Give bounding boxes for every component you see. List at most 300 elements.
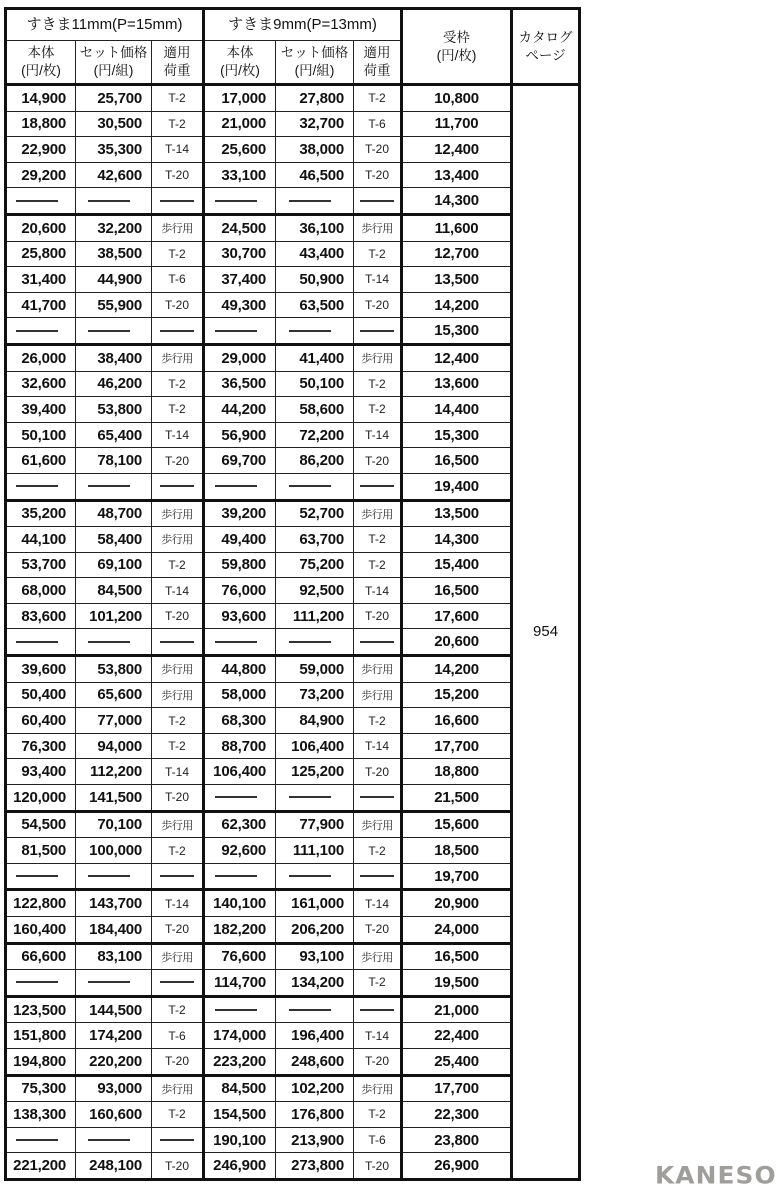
ukewaku-price-cell: 13,400 [402,162,512,188]
set-price-cell [276,863,354,890]
set-price-cell: 94,000 [76,733,152,759]
table-row [6,578,580,604]
body-price-cell [204,996,276,1023]
body-price-cell: 22,900 [6,137,76,163]
set-price-cell: 220,200 [76,1048,152,1075]
set-price-cell [276,318,354,345]
set-price-cell: 46,500 [276,162,354,188]
load-rating-cell: T-20 [354,162,402,188]
body-price-cell: 221,200 [6,1153,76,1180]
load-rating-cell: T-20 [152,448,204,474]
set-price-cell: 70,100 [76,811,152,838]
body-price-cell: 120,000 [6,785,76,812]
table-row [6,1023,580,1049]
ukewaku-price-cell: 23,800 [402,1127,512,1153]
body-price-cell: 59,800 [204,552,276,578]
table-row [6,838,580,864]
set-price-cell: 53,800 [76,656,152,683]
body-price-cell: 32,600 [6,371,76,397]
body-price-cell: 190,100 [204,1127,276,1153]
set-price-cell: 41,400 [276,344,354,371]
set-price-cell: 248,600 [276,1048,354,1075]
table-row [6,162,580,188]
set-price-cell [76,1127,152,1153]
header-gap9-title: すきま9mm(P=13mm) [204,9,402,41]
no-value-dash [160,330,194,332]
table-row [6,759,580,785]
table-row [6,473,580,500]
load-rating-cell: T-2 [152,996,204,1023]
set-price-cell: 69,100 [76,552,152,578]
set-price-cell: 144,500 [76,996,152,1023]
header-catalog-line1: カタログ [518,29,573,45]
body-price-cell: 76,000 [204,578,276,604]
no-value-dash [289,330,331,332]
load-rating-cell [354,996,402,1023]
load-rating-cell: T-2 [152,85,204,112]
ukewaku-price-cell: 15,400 [402,552,512,578]
no-value-dash [360,330,394,332]
ukewaku-price-cell: 16,500 [402,448,512,474]
load-rating-cell: T-14 [354,267,402,293]
load-rating-cell: T-2 [152,111,204,137]
ukewaku-price-cell: 20,600 [402,629,512,656]
body-price-cell: 35,200 [6,500,76,527]
body-price-cell: 56,900 [204,422,276,448]
table-row [6,1075,580,1102]
set-price-cell: 46,200 [76,371,152,397]
table-row [6,682,580,708]
body-price-cell: 17,000 [204,85,276,112]
body-price-cell: 88,700 [204,733,276,759]
table-row [6,863,580,890]
no-value-dash [360,200,394,202]
load-rating-cell: 歩行用 [152,811,204,838]
load-rating-cell: T-20 [354,603,402,629]
set-price-cell: 50,900 [276,267,354,293]
no-value-dash [289,485,331,487]
body-price-cell: 106,400 [204,759,276,785]
load-rating-cell [152,473,204,500]
load-rating-cell: 歩行用 [152,214,204,241]
set-price-cell: 36,100 [276,214,354,241]
load-rating-cell: T-6 [152,1023,204,1049]
load-rating-cell: T-2 [152,708,204,734]
set-price-cell: 86,200 [276,448,354,474]
no-value-dash [289,875,331,877]
table-row [6,344,580,371]
no-value-dash [289,1009,331,1011]
no-value-dash [88,1139,130,1141]
load-rating-cell: T-14 [354,1023,402,1049]
set-price-cell: 35,300 [76,137,152,163]
body-price-cell: 49,300 [204,292,276,318]
table-row [6,733,580,759]
body-price-cell: 31,400 [6,267,76,293]
body-price-cell: 76,300 [6,733,76,759]
table-row [6,890,580,917]
load-rating-cell: 歩行用 [152,344,204,371]
set-price-cell: 161,000 [276,890,354,917]
ukewaku-price-cell: 21,000 [402,996,512,1023]
load-rating-cell: T-14 [354,578,402,604]
body-price-cell: 21,000 [204,111,276,137]
set-price-cell: 100,000 [76,838,152,864]
body-price-cell [6,629,76,656]
body-price-cell: 160,400 [6,917,76,944]
body-price-cell: 194,800 [6,1048,76,1075]
body-price-cell: 93,400 [6,759,76,785]
no-value-dash [289,796,331,798]
table-row [6,137,580,163]
load-rating-cell: 歩行用 [152,682,204,708]
load-rating-cell [152,188,204,215]
body-price-cell: 24,500 [204,214,276,241]
catalog-page-cell: 954 [512,85,580,1180]
no-value-dash [289,200,331,202]
load-rating-cell [152,629,204,656]
table-row [6,422,580,448]
body-price-cell: 69,700 [204,448,276,474]
set-price-cell [76,629,152,656]
table-row [6,500,580,527]
header-set-price-11: セット価格 (円/組) [76,41,152,85]
load-rating-cell: 歩行用 [354,344,402,371]
load-rating-cell: T-2 [152,371,204,397]
set-price-cell: 102,200 [276,1075,354,1102]
set-price-cell [76,318,152,345]
body-price-cell: 39,400 [6,397,76,423]
no-value-dash [16,1139,58,1141]
body-price-cell: 154,500 [204,1102,276,1128]
set-price-cell: 58,400 [76,527,152,553]
body-price-cell: 62,300 [204,811,276,838]
header-catalog-page [512,9,580,85]
set-price-cell [276,188,354,215]
set-price-cell: 273,800 [276,1153,354,1180]
load-rating-cell: 歩行用 [354,656,402,683]
body-price-cell: 138,300 [6,1102,76,1128]
load-rating-cell: T-20 [354,292,402,318]
load-rating-cell: 歩行用 [354,214,402,241]
load-rating-cell: T-2 [152,733,204,759]
load-rating-cell: T-2 [354,241,402,267]
no-value-dash [88,200,130,202]
body-price-cell [204,785,276,812]
set-price-cell: 44,900 [76,267,152,293]
no-value-dash [160,981,194,983]
table-row [6,811,580,838]
load-rating-cell: T-2 [354,397,402,423]
load-rating-cell [354,863,402,890]
ukewaku-price-cell: 19,700 [402,863,512,890]
body-price-cell [204,863,276,890]
table-row [6,214,580,241]
table-row [6,527,580,553]
set-price-cell: 55,900 [76,292,152,318]
load-rating-cell: T-20 [152,162,204,188]
set-price-cell [276,629,354,656]
body-price-cell: 44,800 [204,656,276,683]
set-price-cell: 63,700 [276,527,354,553]
set-price-cell: 30,500 [76,111,152,137]
set-price-cell: 134,200 [276,970,354,997]
load-rating-cell: T-14 [152,578,204,604]
no-value-dash [160,200,194,202]
set-price-cell: 196,400 [276,1023,354,1049]
body-price-cell [204,629,276,656]
body-price-cell: 66,600 [6,943,76,970]
load-rating-cell: 歩行用 [354,811,402,838]
load-rating-cell: T-20 [354,448,402,474]
load-rating-cell: T-2 [152,1102,204,1128]
table-row [6,448,580,474]
price-table [4,7,581,1181]
body-price-cell: 140,100 [204,890,276,917]
header-body-price-11: 本体 (円/枚) [6,41,76,85]
set-price-cell [276,996,354,1023]
set-price-cell [76,970,152,997]
ukewaku-price-cell: 15,200 [402,682,512,708]
body-price-cell: 223,200 [204,1048,276,1075]
set-price-cell: 206,200 [276,917,354,944]
set-price-cell [76,188,152,215]
ukewaku-price-cell: 11,600 [402,214,512,241]
ukewaku-price-cell: 11,700 [402,111,512,137]
ukewaku-price-cell: 13,500 [402,267,512,293]
no-value-dash [215,1009,257,1011]
load-rating-cell: T-2 [354,85,402,112]
table-row [6,1102,580,1128]
body-price-cell: 39,600 [6,656,76,683]
body-price-cell [6,188,76,215]
set-price-cell: 160,600 [76,1102,152,1128]
table-row [6,111,580,137]
no-value-dash [160,641,194,643]
set-price-cell: 27,800 [276,85,354,112]
load-rating-cell [354,318,402,345]
body-price-cell: 246,900 [204,1153,276,1180]
table-row [6,1127,580,1153]
load-rating-cell: T-2 [354,552,402,578]
load-rating-cell: T-20 [152,917,204,944]
set-price-cell: 38,500 [76,241,152,267]
header-ukewaku-line2: (円/枚) [436,47,477,63]
body-price-cell: 14,900 [6,85,76,112]
body-price-cell: 50,100 [6,422,76,448]
body-price-cell: 29,000 [204,344,276,371]
set-price-cell: 93,000 [76,1075,152,1102]
ukewaku-price-cell: 17,600 [402,603,512,629]
set-price-cell: 78,100 [76,448,152,474]
load-rating-cell: T-6 [354,111,402,137]
table-body [6,85,580,1180]
no-value-dash [360,796,394,798]
table-row [6,1153,580,1180]
ukewaku-price-cell: 15,600 [402,811,512,838]
body-price-cell: 60,400 [6,708,76,734]
ukewaku-price-cell: 17,700 [402,1075,512,1102]
table-row [6,292,580,318]
body-price-cell: 18,800 [6,111,76,137]
no-value-dash [360,641,394,643]
header-set-price-9: セット価格 (円/組) [276,41,354,85]
body-price-cell: 44,100 [6,527,76,553]
header-ukewaku-line1: 受枠 [443,29,471,45]
table-row [6,267,580,293]
table-row [6,656,580,683]
set-price-cell: 59,000 [276,656,354,683]
set-price-cell: 72,200 [276,422,354,448]
load-rating-cell: T-6 [152,267,204,293]
body-price-cell: 54,500 [6,811,76,838]
set-price-cell [276,785,354,812]
set-price-cell: 174,200 [76,1023,152,1049]
body-price-cell: 114,700 [204,970,276,997]
no-value-dash [360,875,394,877]
load-rating-cell: T-2 [354,527,402,553]
body-price-cell: 58,000 [204,682,276,708]
body-price-cell: 81,500 [6,838,76,864]
body-price-cell: 20,600 [6,214,76,241]
ukewaku-price-cell: 14,300 [402,188,512,215]
ukewaku-price-cell: 21,500 [402,785,512,812]
table-row [6,85,580,112]
load-rating-cell: 歩行用 [152,943,204,970]
body-price-cell: 33,100 [204,162,276,188]
body-price-cell: 49,400 [204,527,276,553]
load-rating-cell: T-14 [152,890,204,917]
body-price-cell: 30,700 [204,241,276,267]
ukewaku-price-cell: 19,400 [402,473,512,500]
body-price-cell: 37,400 [204,267,276,293]
ukewaku-price-cell: 16,500 [402,943,512,970]
load-rating-cell: T-14 [354,890,402,917]
header-body-price-9: 本体 (円/枚) [204,41,276,85]
load-rating-cell [152,970,204,997]
body-price-cell: 68,000 [6,578,76,604]
set-price-cell: 143,700 [76,890,152,917]
set-price-cell [76,863,152,890]
set-price-cell [76,473,152,500]
ukewaku-price-cell: 14,200 [402,292,512,318]
ukewaku-price-cell: 25,400 [402,1048,512,1075]
body-price-cell: 92,600 [204,838,276,864]
body-price-cell [204,318,276,345]
load-rating-cell: 歩行用 [152,500,204,527]
no-value-dash [16,981,58,983]
body-price-cell: 123,500 [6,996,76,1023]
load-rating-cell: T-20 [354,759,402,785]
set-price-cell [276,473,354,500]
body-price-cell [204,473,276,500]
header-catalog-line2: ページ [525,47,566,63]
set-price-cell: 32,700 [276,111,354,137]
load-rating-cell [354,473,402,500]
no-value-dash [160,1139,194,1141]
load-rating-cell: 歩行用 [354,682,402,708]
load-rating-cell: T-2 [354,708,402,734]
load-rating-cell: T-6 [354,1127,402,1153]
set-price-cell: 176,800 [276,1102,354,1128]
set-price-cell: 63,500 [276,292,354,318]
body-price-cell: 25,600 [204,137,276,163]
load-rating-cell: T-14 [152,759,204,785]
no-value-dash [88,641,130,643]
no-value-dash [360,485,394,487]
load-rating-cell: T-20 [354,137,402,163]
ukewaku-price-cell: 15,300 [402,422,512,448]
set-price-cell: 58,600 [276,397,354,423]
body-price-cell: 122,800 [6,890,76,917]
load-rating-cell: T-20 [152,1153,204,1180]
load-rating-cell [152,318,204,345]
load-rating-cell: T-20 [354,1153,402,1180]
ukewaku-price-cell: 20,900 [402,890,512,917]
ukewaku-price-cell: 14,400 [402,397,512,423]
set-price-cell: 52,700 [276,500,354,527]
set-price-cell: 101,200 [76,603,152,629]
no-value-dash [88,875,130,877]
set-price-cell: 73,200 [276,682,354,708]
set-price-cell: 248,100 [76,1153,152,1180]
load-rating-cell: T-2 [152,838,204,864]
no-value-dash [16,875,58,877]
no-value-dash [16,200,58,202]
ukewaku-price-cell: 18,800 [402,759,512,785]
body-price-cell: 75,300 [6,1075,76,1102]
load-rating-cell: T-2 [354,970,402,997]
ukewaku-price-cell: 10,800 [402,85,512,112]
body-price-cell: 26,000 [6,344,76,371]
table-row [6,318,580,345]
set-price-cell: 53,800 [76,397,152,423]
ukewaku-price-cell: 18,500 [402,838,512,864]
body-price-cell [6,1127,76,1153]
set-price-cell: 65,600 [76,682,152,708]
load-rating-cell: T-14 [152,137,204,163]
ukewaku-price-cell: 17,700 [402,733,512,759]
load-rating-cell: T-14 [354,422,402,448]
no-value-dash [160,485,194,487]
ukewaku-price-cell: 15,300 [402,318,512,345]
table-row [6,785,580,812]
body-price-cell: 53,700 [6,552,76,578]
load-rating-cell: T-14 [354,733,402,759]
ukewaku-price-cell: 14,300 [402,527,512,553]
no-value-dash [215,330,257,332]
table-row [6,1048,580,1075]
no-value-dash [215,796,257,798]
load-rating-cell: 歩行用 [354,1075,402,1102]
body-price-cell: 76,600 [204,943,276,970]
set-price-cell: 92,500 [276,578,354,604]
set-price-cell: 213,900 [276,1127,354,1153]
body-price-cell: 182,200 [204,917,276,944]
table-row [6,188,580,215]
load-rating-cell: T-20 [354,917,402,944]
set-price-cell: 84,900 [276,708,354,734]
set-price-cell: 141,500 [76,785,152,812]
load-rating-cell: T-2 [354,1102,402,1128]
ukewaku-price-cell: 19,500 [402,970,512,997]
table-row [6,371,580,397]
load-rating-cell: T-20 [152,785,204,812]
table-row [6,996,580,1023]
no-value-dash [215,641,257,643]
ukewaku-price-cell: 24,000 [402,917,512,944]
set-price-cell: 83,100 [76,943,152,970]
